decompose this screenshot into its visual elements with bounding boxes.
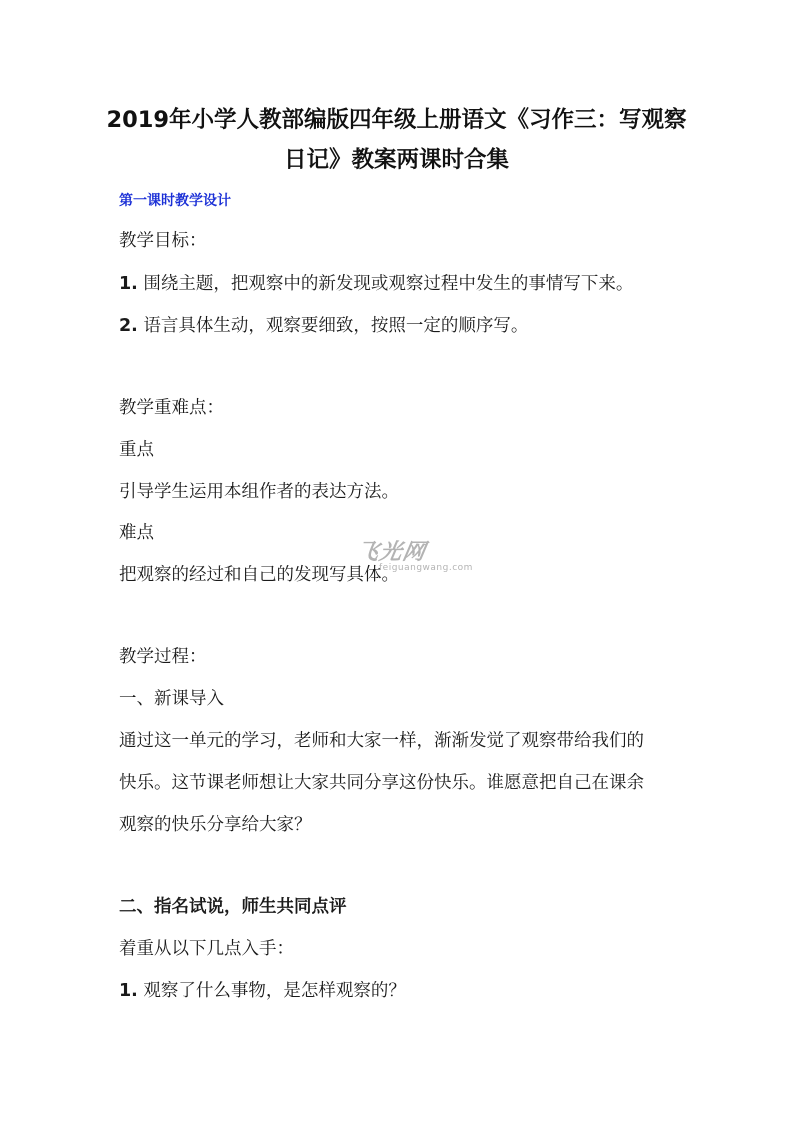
process-label: 教学过程： xyxy=(119,647,207,667)
step2-intro: 着重从以下几点入手： xyxy=(119,939,294,959)
watermark-main-text: 飞光网 xyxy=(354,540,428,565)
objective-text: 语言具体生动，观察要细致，按照一定的顺序写。 xyxy=(143,316,529,336)
difficulty-text: 把观察的经过和自己的发现写具体。 xyxy=(119,565,399,585)
objective-item xyxy=(119,276,633,294)
objectives-label: 教学目标： xyxy=(119,231,207,251)
step2-item-text: 观察了什么事物，是怎样观察的？ xyxy=(143,981,406,1001)
objective-number: 2. xyxy=(119,316,138,336)
key-text: 引导学生运用本组作者的表达方法。 xyxy=(119,482,399,502)
objective-number: 1. xyxy=(119,274,138,294)
objective-item xyxy=(119,318,528,336)
key-points-label: 教学重难点： xyxy=(119,398,224,418)
document-title-line1: 2019年小学人教部编版四年级上册语文《习作三：写观察 xyxy=(106,107,687,133)
step1-heading: 一、新课导入 xyxy=(119,689,224,709)
difficulty-label: 难点 xyxy=(119,523,154,543)
step2-item-number: 1. xyxy=(119,981,138,1001)
paragraph-line: 通过这一单元的学习，老师和大家一样，渐渐发觉了观察带给我们的 xyxy=(119,731,644,751)
document-title-line2: 日记》教案两课时合集 xyxy=(283,147,509,173)
key-label: 重点 xyxy=(119,440,154,460)
step2-item xyxy=(119,983,406,1001)
paragraph-line: 观察的快乐分享给大家？ xyxy=(119,815,312,835)
step2-heading: 二、指名试说，师生共同点评 xyxy=(119,897,347,917)
watermark-sub-text: feiguangwang.com xyxy=(379,563,473,573)
paragraph-line: 快乐。这节课老师想让大家共同分享这份快乐。谁愿意把自己在课余 xyxy=(119,773,644,793)
section-heading: 第一课时教学设计 xyxy=(119,193,231,209)
objective-text: 围绕主题，把观察中的新发现或观察过程中发生的事情写下来。 xyxy=(143,274,634,294)
